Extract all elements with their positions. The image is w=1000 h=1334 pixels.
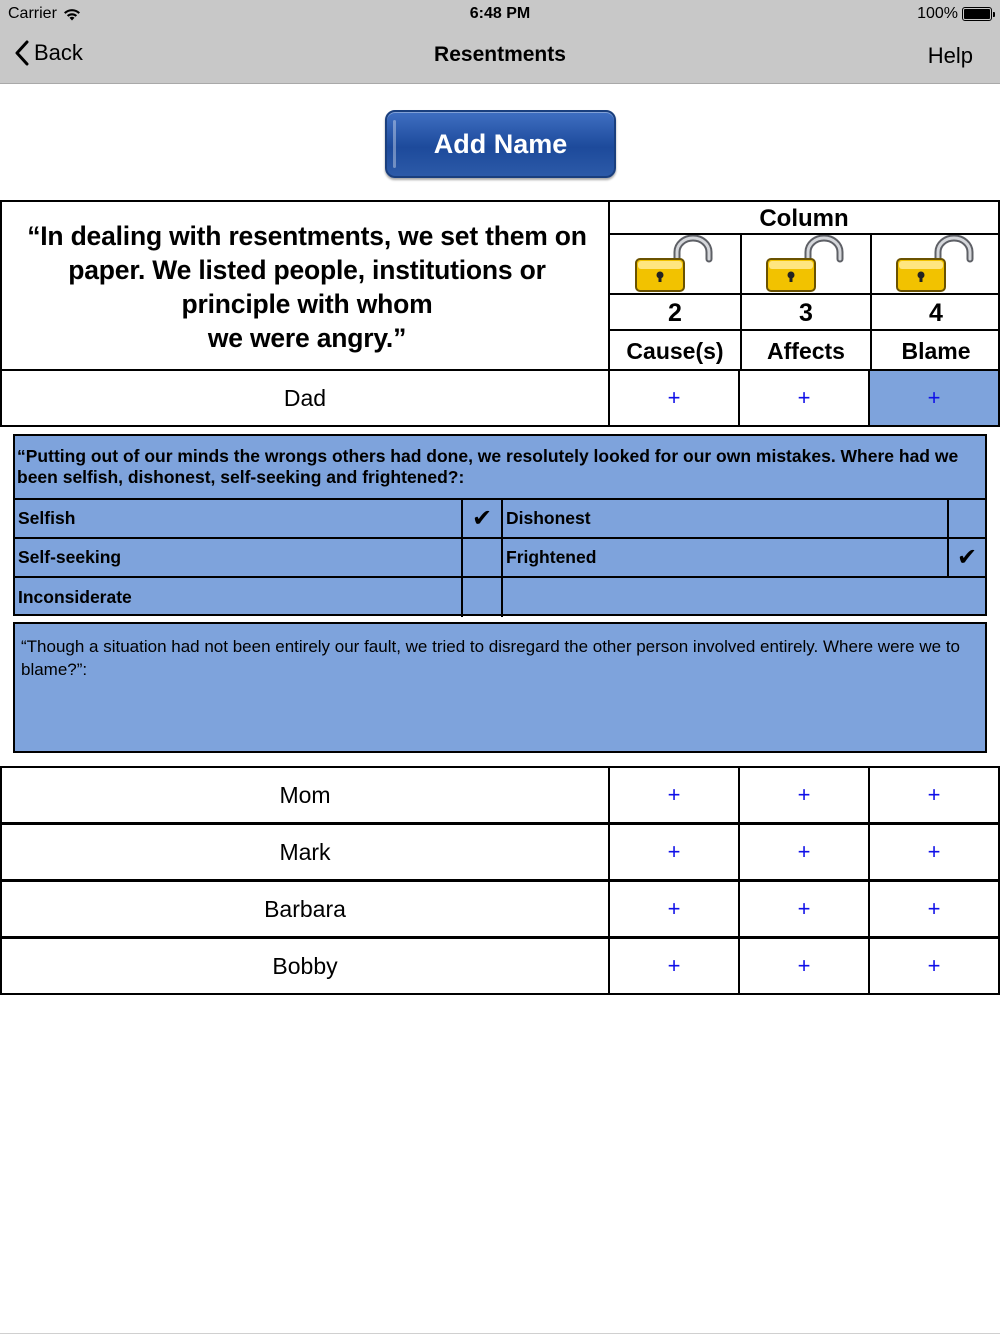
table-row bbox=[0, 369, 1000, 427]
nav-bar bbox=[0, 28, 1000, 84]
defects-row bbox=[15, 539, 985, 578]
unlocked-padlock-icon bbox=[893, 235, 979, 293]
dishonest-checkbox[interactable] bbox=[947, 500, 985, 537]
table-row bbox=[0, 823, 1000, 881]
affects-add-cell[interactable]: + bbox=[738, 369, 870, 427]
page-title: Resentments bbox=[434, 43, 566, 66]
blame-add-cell[interactable]: + bbox=[868, 880, 1000, 938]
battery-percent: 100% bbox=[917, 5, 958, 22]
defect-label: Dishonest bbox=[506, 508, 591, 528]
column-label: Cause(s) bbox=[626, 338, 724, 364]
column-title: Column bbox=[610, 202, 998, 235]
character-defects-panel bbox=[13, 434, 987, 616]
selfish-checkbox[interactable]: ✔ bbox=[461, 500, 501, 537]
affects-add-cell[interactable]: + bbox=[738, 937, 870, 995]
affects-add-cell[interactable]: + bbox=[738, 880, 870, 938]
column-header-affects bbox=[740, 235, 870, 371]
status-bar bbox=[0, 0, 1000, 28]
defects-row bbox=[15, 578, 985, 617]
defect-label: Frightened bbox=[506, 547, 597, 567]
defects-prompt: “Putting out of our minds the wrongs others had done, we resolutely looked for our own mistakes. Where had we been selfish, dishonest, self-seeking and frightened?: bbox=[15, 436, 985, 500]
defect-label: Selfish bbox=[18, 508, 76, 528]
blame-add-cell[interactable]: + bbox=[868, 766, 1000, 824]
causes-add-cell[interactable]: + bbox=[608, 369, 740, 427]
affects-add-cell[interactable]: + bbox=[738, 766, 870, 824]
causes-add-cell[interactable]: + bbox=[608, 880, 740, 938]
row-name[interactable]: Barbara bbox=[0, 880, 610, 938]
column-header-blame bbox=[870, 235, 1000, 371]
defect-label: Inconsiderate bbox=[18, 587, 132, 607]
column-header-causes bbox=[610, 235, 740, 371]
navigation-bar bbox=[0, 0, 1000, 84]
column-number: 4 bbox=[872, 295, 1000, 331]
column-number: 2 bbox=[610, 295, 740, 331]
table-row bbox=[0, 880, 1000, 938]
resentment-quote bbox=[0, 200, 610, 371]
table-row bbox=[0, 937, 1000, 995]
battery-indicator bbox=[917, 5, 992, 23]
frightened-checkbox[interactable]: ✔ bbox=[947, 539, 985, 576]
causes-add-cell[interactable]: + bbox=[608, 823, 740, 881]
inconsiderate-checkbox[interactable] bbox=[461, 578, 501, 617]
back-label: Back bbox=[34, 40, 83, 65]
column-label: Blame bbox=[901, 338, 971, 364]
quote-line: we were angry.” bbox=[207, 323, 407, 353]
table-row bbox=[0, 766, 1000, 824]
battery-icon bbox=[962, 7, 992, 21]
blame-add-cell[interactable]: + bbox=[868, 937, 1000, 995]
unlocked-padlock-icon bbox=[763, 235, 849, 293]
blame-add-cell[interactable]: + bbox=[868, 823, 1000, 881]
column-number: 3 bbox=[742, 295, 870, 331]
quote-line: principle with whom bbox=[181, 289, 433, 319]
quote-line: paper. We listed people, institutions or bbox=[68, 255, 546, 285]
quote-line: “In dealing with resentments, we set them on bbox=[27, 221, 587, 251]
column-label: Affects bbox=[767, 338, 845, 364]
self-seeking-checkbox[interactable] bbox=[461, 539, 501, 576]
defect-label: Self-seeking bbox=[18, 547, 122, 567]
unlocked-padlock-icon bbox=[632, 235, 718, 293]
help-button[interactable]: Help bbox=[927, 43, 973, 68]
lock-toggle-affects[interactable] bbox=[742, 235, 870, 295]
inventory-header bbox=[0, 200, 1000, 371]
lock-toggle-blame[interactable] bbox=[872, 235, 1000, 295]
clock: 6:48 PM bbox=[469, 5, 531, 22]
causes-add-cell[interactable]: + bbox=[608, 766, 740, 824]
column-headers bbox=[608, 200, 1000, 371]
row-name[interactable]: Bobby bbox=[0, 937, 610, 995]
lock-toggle-causes[interactable] bbox=[610, 235, 740, 295]
row-name[interactable]: Mark bbox=[0, 823, 610, 881]
blame-text-area[interactable]: “Though a situation had not been entirely our fault, we tried to disregard the other person involved entirely. Where were we to blame?”: bbox=[13, 622, 987, 753]
blame-add-cell[interactable]: + bbox=[868, 369, 1000, 427]
carrier-label: Carrier bbox=[8, 5, 57, 22]
divider bbox=[501, 578, 503, 617]
add-name-button[interactable]: Add Name bbox=[385, 110, 616, 178]
causes-add-cell[interactable]: + bbox=[608, 937, 740, 995]
defects-row bbox=[15, 500, 985, 539]
row-name[interactable]: Dad bbox=[0, 369, 610, 427]
affects-add-cell[interactable]: + bbox=[738, 823, 870, 881]
row-name[interactable]: Mom bbox=[0, 766, 610, 824]
